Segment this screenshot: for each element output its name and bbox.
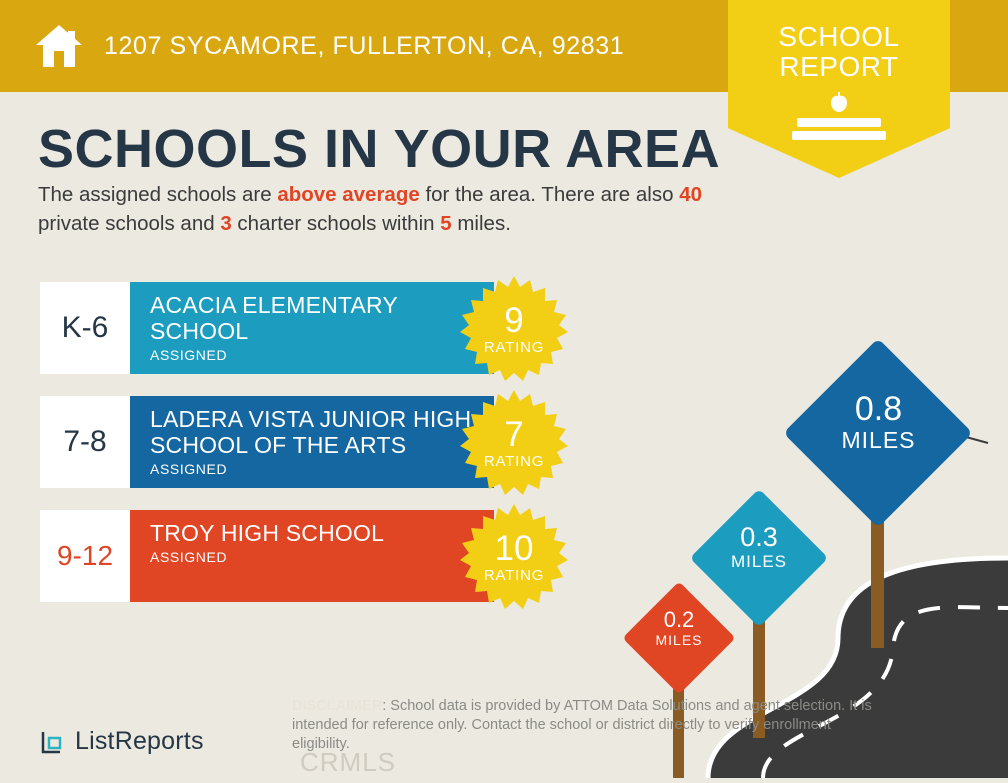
page-title: SCHOOLS IN YOUR AREA bbox=[38, 119, 721, 179]
school-row[interactable] bbox=[40, 396, 600, 488]
listreports-logo-icon bbox=[40, 728, 66, 756]
school-info bbox=[130, 396, 494, 488]
road-sign-unit: MILES bbox=[841, 427, 916, 453]
summary-text bbox=[38, 180, 708, 238]
apple-icon bbox=[828, 92, 850, 114]
road-sign-distance: 0.3 bbox=[740, 522, 778, 552]
summary-emphasis-charter-count: 3 bbox=[220, 212, 232, 235]
listreports-logo-text: ListReports bbox=[75, 727, 204, 755]
summary-emphasis-private-count: 40 bbox=[679, 183, 703, 206]
school-list bbox=[40, 282, 600, 624]
summary-emphasis-above-average: above average bbox=[277, 183, 420, 206]
school-info bbox=[130, 510, 494, 602]
school-rating-value: 7 bbox=[504, 415, 524, 454]
road-sign-distance: 0.8 bbox=[854, 390, 903, 428]
summary-part2: for the area. There are also bbox=[419, 183, 680, 206]
badge-title-line1: SCHOOL bbox=[778, 21, 900, 52]
school-row[interactable] bbox=[40, 510, 600, 602]
school-grade: 7-8 bbox=[40, 396, 130, 488]
crmls-watermark: CRMLS bbox=[300, 747, 397, 777]
disclaimer-label: DISCLAIMER bbox=[292, 698, 383, 714]
school-grade: 9-12 bbox=[40, 510, 130, 602]
school-status: ASSIGNED bbox=[150, 461, 228, 477]
book-icon-1 bbox=[797, 118, 881, 127]
road-sign-unit: MILES bbox=[655, 632, 703, 648]
disclaimer-text: : School data is provided by ATTOM Data Solutions and agent selection. It is intended for reference only. Contact the school or district directly to verify enrollment eligibility. bbox=[292, 698, 872, 752]
road-sign-0.2 bbox=[619, 608, 739, 648]
school-rating-label: RATING bbox=[483, 339, 545, 356]
school-name: LADERA VISTA JUNIOR HIGH SCHOOL OF THE ARTS bbox=[150, 406, 472, 458]
road-sign-0.8 bbox=[791, 391, 966, 454]
school-rating-label: RATING bbox=[483, 453, 545, 470]
book-icon-2 bbox=[792, 131, 886, 140]
summary-part1: The assigned schools are bbox=[38, 183, 278, 206]
apple-books-icon bbox=[728, 92, 950, 144]
school-status: ASSIGNED bbox=[150, 549, 228, 565]
school-info bbox=[130, 282, 494, 374]
school-name: TROY HIGH SCHOOL bbox=[150, 520, 385, 546]
school-rating-badge bbox=[460, 274, 568, 382]
school-grade: K-6 bbox=[40, 282, 130, 374]
listreports-logo[interactable] bbox=[40, 727, 204, 756]
road-sign-unit: MILES bbox=[730, 552, 788, 571]
school-row[interactable] bbox=[40, 282, 600, 374]
road-sign-0.3 bbox=[689, 523, 829, 572]
disclaimer bbox=[292, 697, 872, 754]
school-status: ASSIGNED bbox=[150, 347, 228, 363]
home-icon bbox=[34, 23, 84, 69]
property-address: 1207 SYCAMORE, FULLERTON, CA, 92831 bbox=[104, 31, 625, 60]
badge-title-line2: REPORT bbox=[779, 51, 899, 82]
badge-title bbox=[728, 22, 950, 82]
school-name: ACACIA ELEMENTARY SCHOOL bbox=[150, 292, 398, 344]
summary-emphasis-radius: 5 bbox=[440, 212, 452, 235]
summary-part3: private schools and bbox=[38, 212, 221, 235]
summary-part5: miles. bbox=[451, 212, 511, 235]
school-rating-value: 10 bbox=[494, 529, 534, 568]
school-rating-badge bbox=[460, 502, 568, 610]
school-rating-value: 9 bbox=[504, 301, 524, 340]
school-rating-label: RATING bbox=[483, 567, 545, 584]
school-report-badge bbox=[728, 0, 950, 178]
school-rating-badge bbox=[460, 388, 568, 496]
road-sign-distance: 0.2 bbox=[663, 607, 695, 632]
summary-part4: charter schools within bbox=[231, 212, 441, 235]
